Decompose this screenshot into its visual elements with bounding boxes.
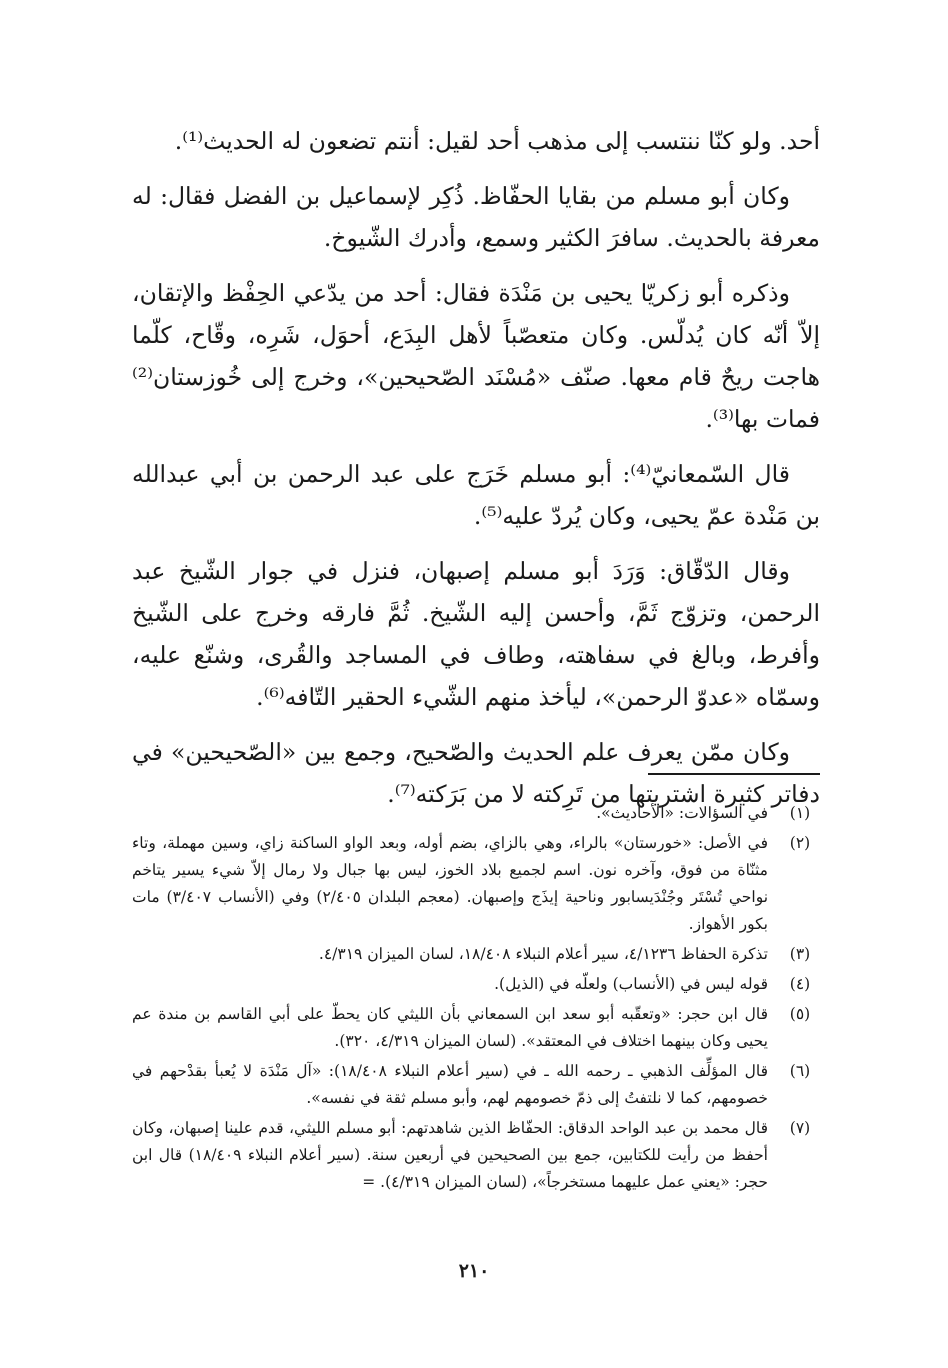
footnote	[132, 1115, 820, 1196]
footnote-number: (٥)	[789, 1005, 811, 1023]
footnote	[132, 941, 820, 968]
footnote	[132, 1058, 820, 1112]
paragraph: وذكره أبو زكريّا يحيى بن مَنْدَة فقال: أحد من يدّعي الحِفْظ والإتقان، إلاّ أنّه كان يُدلّس. وكان متعصّباً لأهل البِدَع، أحوَل، شَرِه، وقّاح، كلّما هاجت ريحٌ قام معها. صنّف «مُسْنَد الصّحيحين»، وخرج إلى خُوزستان⁽²⁾ فمات بها⁽³⁾.	[132, 279, 820, 433]
footnote	[132, 1001, 820, 1055]
footnote-number: (٤)	[789, 975, 811, 993]
paragraph: وكان ممّن يعرف علم الحديث والصّحيح، وجمع بين «الصّحيحين» في دفاتر كثيرة اشتريتها من تَرِكته لا من بَرَكته⁽⁷⁾.	[132, 738, 820, 808]
footnote-text: قوله ليس في (الأنساب) ولعلّه في (الذيل).	[494, 975, 768, 993]
footnote-separator	[648, 773, 820, 775]
footnote-text: قال محمد بن عبد الواحد الدقاق: الحفّاظ الذين شاهدتهم: أبو مسلم الليثي، قدم علينا إصبهان، وكان أحفظ من رأيت للكتابين، جمع بين الصحيحين في أربعين سنة. (سير أعلام النبلاء ١٨/٤٠٩) قال ابن حجر: «يعني عمل عليهما مستخرجاً»، (لسان الميزان ٤/٣١٩). =	[132, 1119, 768, 1191]
footnote-number: (٧)	[789, 1119, 811, 1137]
footnote-text: تذكرة الحفاظ ٤/١٢٣٦، سير أعلام النبلاء ١٨/٤٠٨، لسان الميزان ٤/٣١٩.	[318, 945, 768, 963]
footnote-number: (٢)	[789, 834, 811, 852]
paragraph: وقال الدّقّاق: وَرَدَ أبو مسلم إصبهان، فنزل في جوار الشّيخ عبد الرحمن، وتزوّج ثَمَّ، وأحسن إليه الشّيخ. ثُمَّ فارقه وخرج على الشّيخ وأفرط، وبالغ في سفاهته، وطاف في المساجد والقُرى، وشنّع عليه، وسمّاه «عدوّ الرحمن»، ليأخذ منهم الشّيء الحقير التّافه⁽⁶⁾.	[132, 557, 820, 711]
footnote-number: (٦)	[789, 1062, 811, 1080]
footnote-text: قال المؤلِّف الذهبي ـ رحمه الله ـ في (سير أعلام النبلاء ١٨/٤٠٨): «آل مَنْدَة لا يُعبأ بقدْحهم في خصومهم، كما لا نلتفتُ إلى ذمّ خصومهم لهم، وأبو مسلم ثقة في نفسه».	[132, 1062, 768, 1107]
footnote-number: (٣)	[789, 945, 811, 963]
footnote-text: في السؤالات: «الأحاديث».	[596, 804, 768, 822]
paragraph: أحد. ولو كنّا ننتسب إلى مذهب أحد لقيل: أنتم تضعون له الحديث⁽¹⁾.	[174, 127, 820, 155]
footnotes	[132, 800, 820, 1199]
footnote-text: قال ابن حجر: «وتعقّبه أبو سعد ابن السمعاني بأن الليثي كان يحطّ على أبي القاسم بن مندة عم يحيى وكان بينهما اختلاف في المعتقد». (لسان الميزان ٤/٣١٩، ٣٢٠).	[132, 1005, 768, 1050]
paragraph: وكان أبو مسلم من بقايا الحفّاظ. ذُكِر لإسماعيل بن الفضل فقال: له معرفة بالحديث. سافرَ الكثير وسمع، وأدرك الشّيوخ.	[132, 182, 820, 252]
footnote	[132, 830, 820, 938]
footnote	[132, 800, 820, 827]
page-number: ٢١٠	[458, 1260, 490, 1282]
main-text	[132, 120, 820, 828]
paragraph: قال السّمعانيّ⁽⁴⁾: أبو مسلم خَرَج على عبد الرحمن بن أبي عبدالله بن مَنْدة عمّ يحيى، وكان يُردّ عليه⁽⁵⁾.	[132, 460, 820, 530]
footnote-text: في الأصل: «خورستان» بالراء، وهي بالزاي، بضم أوله، وبعد الواو الساكنة زاي، وسين مهملة، وتاء مثنّاة من فوق، وآخره نون. اسم لجميع بلاد الخوز، ليس بها جبال ولا رمال إلاّ شيء يسير يتاخم نواحي تُسْتَر وجُنْدَيسابور وناحية إيذَج وإصبهان. (معجم البلدان ٢/٤٠٥) وفي (الأنساب ٣/٤٠٧) مات بكور الأهواز.	[132, 834, 769, 933]
footnote-number: (١)	[789, 804, 811, 822]
footnote	[132, 971, 820, 998]
